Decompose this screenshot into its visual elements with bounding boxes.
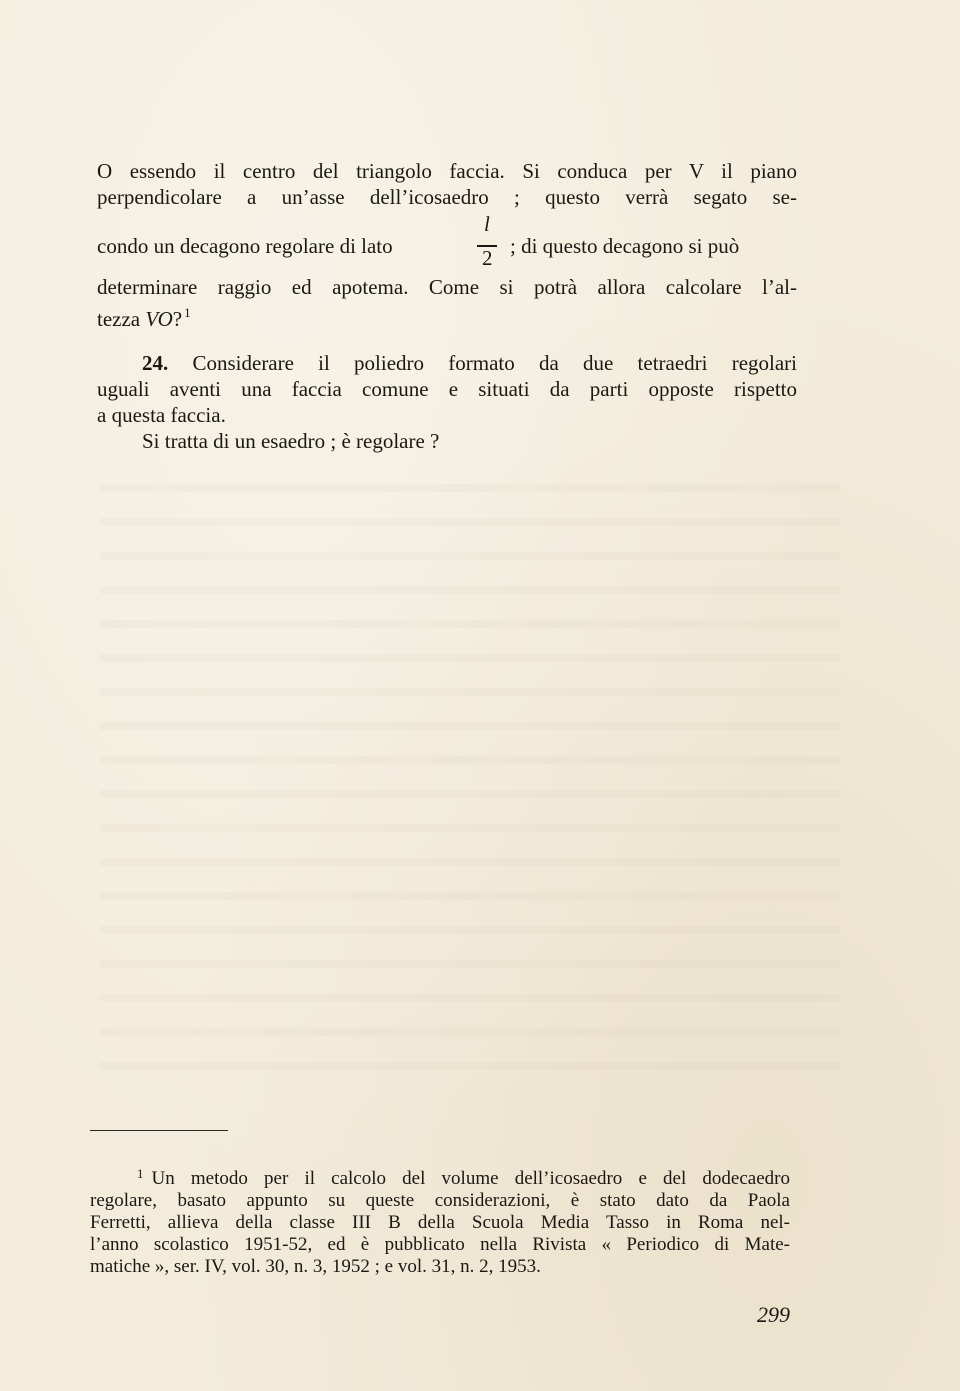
footnote-line-1 (90, 1163, 790, 1190)
question-mark: ? (172, 307, 183, 331)
exercise-24-line-1 (97, 350, 797, 376)
text-line-4: determinare raggio ed apotema. Come si potrà allora calcolare l’al- (97, 275, 797, 299)
fraction-l-over-2 (475, 210, 503, 274)
page-number: 299 (757, 1302, 790, 1327)
footnote-line-4: l’anno scolastico 1951-52, ed è pubblicato nella Rivista « Periodico di Mate- (90, 1234, 790, 1255)
text-line-1: O essendo il centro del triangolo faccia. Si conduca per V il piano (97, 159, 797, 183)
exercise-24-line-2: uguali aventi una faccia comune e situati da parti opposte rispetto (97, 377, 797, 401)
text-line-5-word: tezza (97, 307, 141, 331)
segment-vo: VO (145, 307, 173, 331)
footnote-line-1-text: Un metodo per il calcolo del volume dell’icosaedro e del dodecaedro (151, 1168, 790, 1189)
text-line-3-start: condo un decagono regolare di lato (97, 234, 393, 258)
footnote-line-2: regolare, basato appunto su queste considerazioni, è stato dato da Paola (90, 1190, 790, 1211)
footnote-line-5: matiche », ser. IV, vol. 30, n. 3, 1952 ; e vol. 31, n. 2, 1953. (90, 1256, 541, 1277)
text-line-2: perpendicolare a un’asse dell’icosaedro ; questo verrà segato se- (97, 185, 797, 209)
exercise-24 (97, 350, 797, 454)
bleed-through-texture (100, 470, 840, 1090)
footnote-line-3: Ferretti, allieva della classe III B della Scuola Media Tasso in Roma nel- (90, 1212, 790, 1233)
footnote-marker: 1 (137, 1166, 144, 1181)
footnote (90, 1163, 790, 1278)
exercise-24-line-1-text: Considerare il poliedro formato da due tetraedri regolari (192, 351, 798, 375)
fraction-denominator: 2 (482, 246, 493, 270)
exercise-number: 24. (142, 351, 169, 375)
fraction-numerator: l (484, 212, 490, 236)
footnote-divider (90, 1130, 228, 1131)
text-line-5 (97, 300, 797, 332)
text-line-with-fraction (97, 210, 797, 274)
main-text-block (97, 158, 797, 454)
exercise-24-line-4: Si tratta di un esaedro ; è regolare ? (142, 429, 440, 453)
exercise-24-line-3: a questa faccia. (97, 403, 226, 427)
text-line-3-end: ; di questo decagono si può (510, 234, 740, 258)
footnote-reference: 1 (184, 305, 191, 320)
